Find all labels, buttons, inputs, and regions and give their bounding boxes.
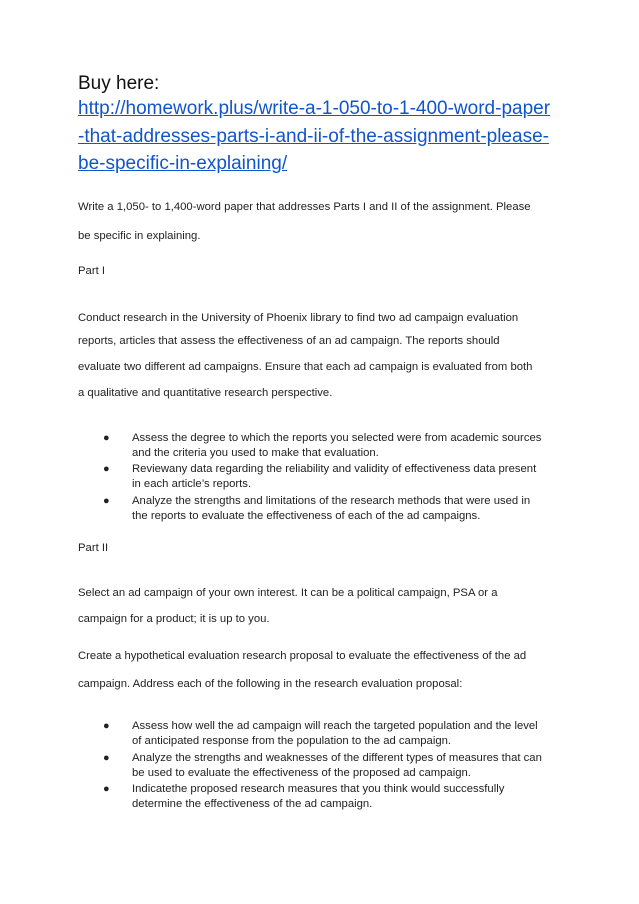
- part2-paragraph-line: Select an ad campaign of your own interest. It can be a political campaign, PSA or a: [78, 587, 498, 599]
- intro-line: be specific in explaining.: [78, 230, 201, 242]
- list-item-line: and the criteria you used to make that evaluation.: [132, 447, 379, 459]
- list-item-line: Analyze the strengths and weaknesses of the different types of measures that can: [132, 752, 542, 764]
- part2-paragraph-line: campaign. Address each of the following in the research evaluation proposal:: [78, 678, 463, 690]
- part1-paragraph-line: a qualitative and quantitative research perspective.: [78, 387, 333, 399]
- purchase-link[interactable]: [78, 95, 568, 178]
- bullet-icon: ●: [103, 432, 110, 444]
- part1-paragraph-line: reports, articles that assess the effectiveness of an ad campaign. The reports should: [78, 335, 500, 347]
- purchase-link-line[interactable]: be-specific-in-explaining/: [78, 153, 288, 174]
- bullet-icon: ●: [103, 720, 110, 732]
- list-item-line: Reviewany data regarding the reliability and validity of effectiveness data present: [132, 463, 537, 475]
- list-item-line: determine the effectiveness of the ad campaign.: [132, 798, 373, 810]
- part2-paragraph-line: campaign for a product; it is up to you.: [78, 613, 270, 625]
- purchase-link-line[interactable]: -that-addresses-parts-i-and-ii-of-the-assignment-please-: [78, 125, 549, 147]
- list-item-line: Assess the degree to which the reports you selected were from academic sources: [132, 432, 542, 444]
- part2-paragraph-line: Create a hypothetical evaluation research proposal to evaluate the effectiveness of the ad: [78, 650, 527, 662]
- list-item-line: be used to evaluate the effectiveness of the proposed ad campaign.: [132, 767, 471, 779]
- bullet-icon: ●: [103, 783, 110, 795]
- bullet-icon: ●: [103, 752, 110, 764]
- list-item-line: of anticipated response from the population to the ad campaign.: [132, 735, 452, 747]
- list-item-line: Analyze the strengths and limitations of the research methods that were used in: [132, 495, 531, 507]
- part1-paragraph-line: evaluate two different ad campaigns. Ensure that each ad campaign is evaluated from both: [78, 361, 533, 373]
- part1-heading: Part I: [78, 265, 105, 277]
- bullet-icon: ●: [103, 463, 110, 475]
- list-item-line: the reports to evaluate the effectiveness of each of the ad campaigns.: [132, 510, 481, 522]
- buy-here-label: Buy here:: [78, 73, 160, 94]
- list-item-line: in each article’s reports.: [132, 478, 252, 490]
- list-item-line: Assess how well the ad campaign will reach the targeted population and the level: [132, 720, 538, 732]
- part2-heading: Part II: [78, 542, 109, 554]
- bullet-icon: ●: [103, 495, 110, 507]
- list-item-line: Indicatethe proposed research measures that you think would successfully: [132, 783, 505, 795]
- intro-line: Write a 1,050- to 1,400-word paper that addresses Parts I and II of the assignment. Please: [78, 201, 531, 213]
- part1-paragraph-line: Conduct research in the University of Phoenix library to find two ad campaign evaluation: [78, 312, 519, 324]
- purchase-link-line[interactable]: http://homework.plus/write-a-1-050-to-1-400-word-paper: [78, 98, 551, 119]
